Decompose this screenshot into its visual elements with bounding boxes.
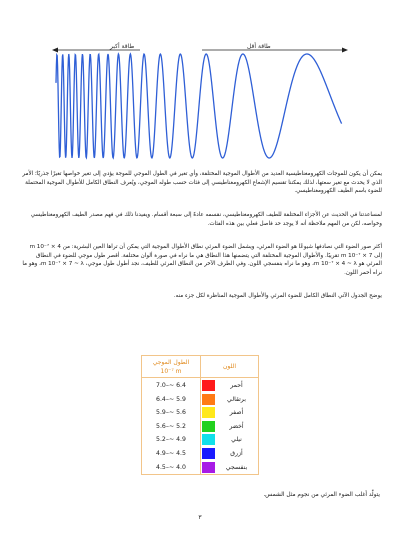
wavelength-figure (52, 36, 348, 162)
paragraph-sections: لمساعدتنا في الحديث عن الأجزاء المختلفة للطيف الكهرومغناطيسي، نقسمه عادةً إلى سبعة أقسام. ويفيدنا ذلك في فهم مصدر الطيف الكهرومغناطيسي وخواصه، لكن من المهم ملاحظة أنه لا يوجد حد فاصل فعلي بين هذه الفئات. (30, 212, 382, 227)
table-row (142, 420, 258, 434)
wavelength-range: 5.6–~ 5.2 (156, 422, 186, 430)
visible-spectrum-table (141, 355, 259, 475)
arrow-long-head (342, 48, 348, 53)
page-number: ٣ (198, 514, 202, 521)
wavelength-range: 6.4–~ 5.9 (156, 395, 186, 403)
color-swatch (202, 407, 215, 418)
header-wavelength-unit: 10⁻⁷ m (160, 368, 182, 375)
label-less-energy: طاقة أقل (247, 43, 271, 50)
table-row (142, 433, 258, 447)
wavelength-range: 7.0–~ 6.4 (156, 382, 186, 389)
color-name: أصفر (229, 409, 244, 417)
wavelength-range: 4.9–~ 4.5 (156, 450, 186, 457)
chirp-wave (56, 54, 342, 158)
color-name: برتقالي (227, 395, 246, 403)
color-swatch (202, 462, 215, 473)
color-swatch (202, 380, 215, 391)
footnote: يتولّد أغلب الضوء المرئي من نجوم مثل الشمس. (263, 492, 380, 498)
paragraph-table-intro: يوضح الجدول الآتي النطاق الكامل للضوء المرئي والأطوال الموجية المناظرة لكل جزء منه. (173, 293, 382, 299)
table-row (142, 461, 258, 475)
color-swatch (202, 448, 215, 459)
wavelength-range: 5.2–~ 4.9 (156, 436, 186, 444)
color-swatch (202, 421, 215, 432)
color-name: أزرق (230, 450, 243, 457)
color-swatch (202, 434, 215, 445)
arrow-short-head (52, 48, 58, 53)
paragraph-intro: يمكن أن يكون للموجات الكهرومغناطيسية العديد من الأطوال الموجية المختلفة، وأي تغير في الطول الموجي للموجة يؤدي إلى تغير خواصها تغيرًا جذريًا؛ الأمر الذي لا يحدث مع تغير سعتها، لذلك يمكننا تقسيم الإشعاع الكهرومغناطيسي إلى فئات حسب طوله الموجي، ويُعرف النطاق الكامل للأطوال الموجية المحتملة للضوء باسم الطيف الكهرومغناطيسي. (22, 171, 382, 195)
table-row (142, 379, 258, 393)
color-name: أخضر (229, 422, 244, 430)
wave-diagram (52, 36, 348, 162)
header-color: اللون (201, 356, 258, 378)
label-more-energy: طاقة أكبر (110, 43, 135, 50)
wavelength-range: 4.5–~ 4.0 (156, 463, 186, 471)
color-name: بنفسجي (225, 463, 248, 471)
table-row (142, 447, 258, 461)
color-name: أحمر (230, 382, 243, 389)
header-wavelength (142, 356, 200, 378)
color-swatch (202, 394, 215, 405)
table-row (142, 393, 258, 407)
header-wavelength-label: الطول الموجي (152, 359, 190, 366)
paragraph-visible-light: أكثر صور الضوء التي نصادفها شيوعًا هو الضوء المرئي، ويشمل الضوء المرئي نطاق الأطوال الموجية التي يمكن أن تراها العين البشرية: من m 10⁻⁷ × 4 إلى m 10⁻⁷ × 7 تقريبًا. والأطوال الموجية المختلفة التي يتضمنها هذا النطاق هي ما نراه في صورة ألوان مختلفة. أقصر طول موجي للضوء في النطاق المرئي هو m 10⁻⁷ × 4 ~ λ، وهو ما نراه بنفسجي اللون. وفي الطرف الآخر من النطاق المرئي للطيف، نجد أطول طول موجي، m 10⁻⁷ × 7 ~ λ، وهو ما نراه أحمر اللون. (22, 244, 382, 276)
table-row (142, 406, 258, 420)
wavelength-range: 5.9–~ 5.6 (156, 409, 186, 417)
color-name: نيلي (231, 436, 242, 444)
